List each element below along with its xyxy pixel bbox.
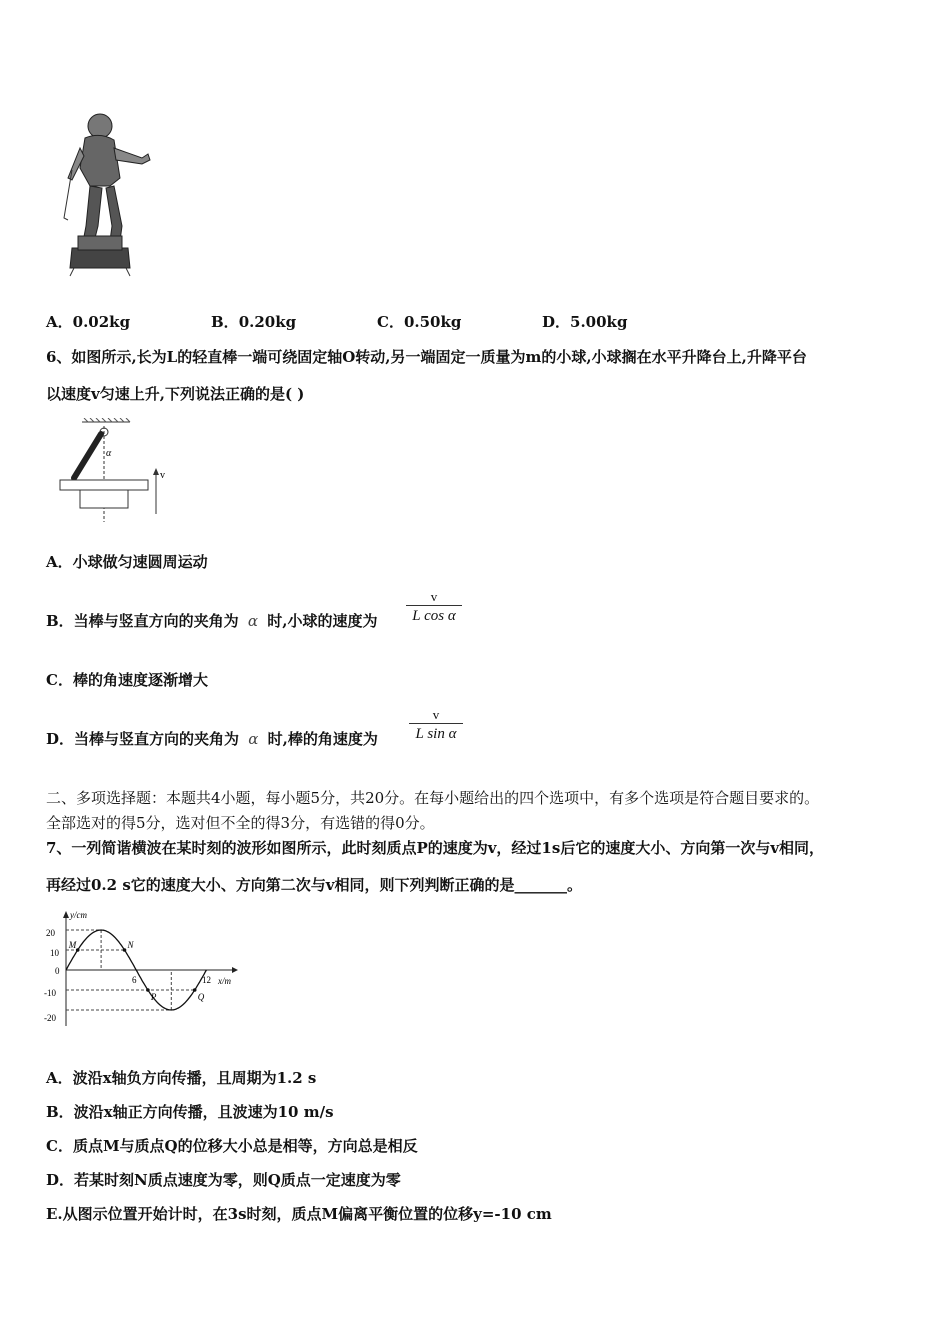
q7-stem-line2: 再经过0.2 s它的速度大小、方向第二次与v相同，则下列判断正确的是_______。	[46, 876, 582, 894]
y-axis-label: y/cm	[70, 910, 87, 920]
section2-instructions-line2: 全部选对的得5分，选对但不全的得3分，有选错的得0分。	[46, 814, 435, 832]
option-letter: C．	[377, 313, 404, 331]
x-axis-arrow	[232, 967, 238, 973]
option-text: 0.50kg	[403, 313, 462, 331]
option-letter: B．	[211, 313, 239, 331]
q6-option-c[interactable]: C．棒的角速度逐渐增大	[46, 671, 208, 689]
q5-option-b[interactable]	[211, 311, 296, 332]
q6-stem-line2: 以速度v匀速上升,下列说法正确的是( )	[46, 385, 305, 403]
q7-stem-line1: 7、一列简谐横波在某时刻的波形如图所示，此时刻质点P的速度为v，经过1s后它的速度大小、方向第一次与v相同，	[46, 839, 825, 857]
fraction-numerator: v	[432, 707, 440, 722]
point-label-m: M	[68, 940, 77, 950]
option-text: 0.02kg	[72, 313, 131, 331]
point-p	[146, 988, 150, 992]
q7-option-d[interactable]: D．若某时刻N质点速度为零，则Q质点一定速度为零	[46, 1171, 401, 1189]
q6-option-a[interactable]: A．小球做匀速圆周运动	[46, 553, 208, 571]
y-tick-label: -20	[44, 1013, 56, 1023]
q7-option-c[interactable]: C．质点M与质点Q的位移大小总是相等，方向总是相反	[46, 1137, 418, 1155]
option-text: D．当棒与竖直方向的夹角为	[46, 730, 240, 748]
q6-option-d[interactable]	[46, 728, 378, 749]
alpha-symbol: α	[248, 730, 259, 748]
angle-alpha-label: α	[106, 448, 112, 459]
point-label-p: P	[150, 992, 157, 1002]
alpha-symbol: α	[247, 612, 259, 630]
option-letter: D．	[542, 313, 571, 331]
q5-option-d[interactable]	[542, 311, 627, 332]
option-text: 时,棒的角速度为	[267, 730, 378, 748]
q6-stem-line1: 6、如图所示,长为L的轻直棒一端可绕固定轴O转动,另一端固定一质量为m的小球,小球搁在水平升降台上,升降平台	[46, 348, 807, 366]
y-tick-label: 20	[46, 928, 55, 938]
y-axis-arrow	[63, 911, 69, 918]
fraction-denominator: L cos α	[412, 608, 456, 624]
x-tick-label: 6	[132, 975, 137, 985]
q6-b-fraction	[406, 589, 462, 626]
option-text: 0.20kg	[238, 313, 297, 331]
y-tick-label: -10	[44, 988, 56, 998]
y-tick-label: 10	[50, 948, 59, 958]
option-letter: A．	[46, 313, 73, 331]
x-tick-label: 12	[202, 975, 211, 985]
q6-option-b[interactable]	[46, 610, 378, 631]
q7-option-b[interactable]: B．波沿x轴正方向传播，且波速为10 m/s	[46, 1103, 334, 1121]
option-text: 5.00kg	[570, 313, 628, 331]
y-tick-label: 0	[55, 966, 60, 976]
q6-rod-figure	[56, 418, 176, 526]
point-m	[76, 948, 80, 952]
point-label-q: Q	[197, 992, 205, 1002]
q6-d-fraction	[409, 707, 463, 744]
fraction-denominator: L sin α	[415, 726, 457, 742]
point-q	[193, 988, 197, 992]
x-axis-label: x/m	[218, 976, 231, 986]
q7-option-a[interactable]: A．波沿x轴负方向传播，且周期为1.2 s	[46, 1069, 317, 1087]
q5-option-c[interactable]	[377, 311, 461, 332]
point-n	[123, 948, 127, 952]
option-text: 时,小球的速度为	[267, 612, 378, 630]
q5-option-a[interactable]	[46, 311, 130, 332]
q7-wave-graph	[42, 908, 242, 1030]
point-label-n: N	[127, 940, 134, 950]
jetpack-figure-image	[50, 108, 160, 278]
option-text: B．当棒与竖直方向的夹角为	[46, 612, 239, 630]
q7-option-e[interactable]: E.从图示位置开始计时，在3s时刻，质点M偏离平衡位置的位移y=-10 cm	[46, 1205, 552, 1223]
fraction-numerator: v	[430, 589, 438, 604]
section2-instructions-line1: 二、多项选择题：本题共4小题，每小题5分，共20分。在每小题给出的四个选项中，有多个选项是符合题目要求的。	[46, 789, 820, 807]
velocity-v-label: v	[160, 470, 165, 481]
